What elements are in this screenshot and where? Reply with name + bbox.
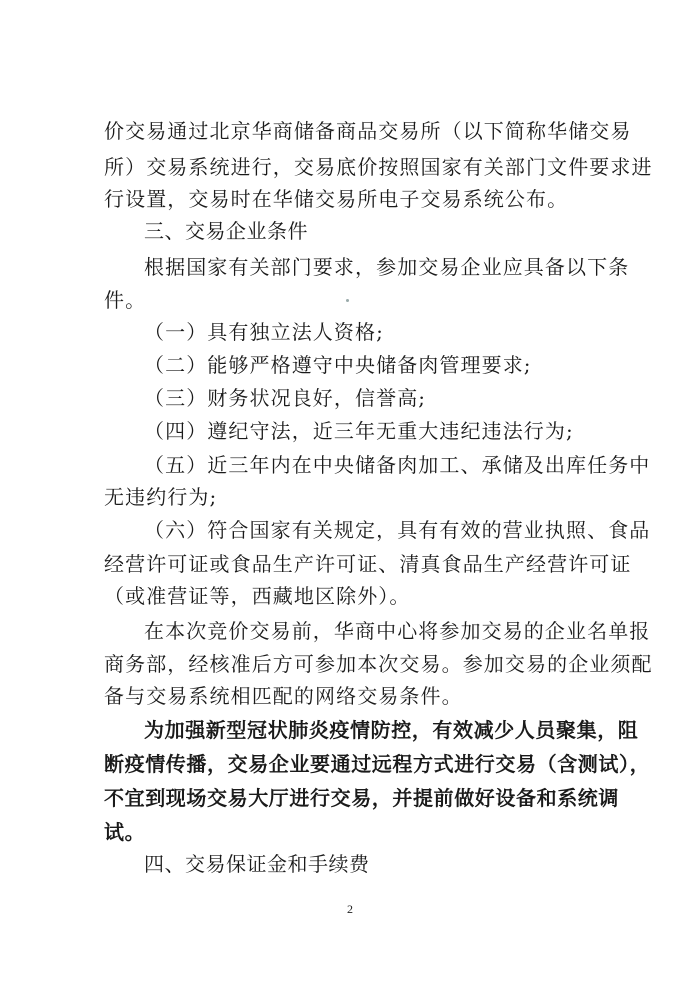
- paragraph-line: 根据国家有关部门要求，参加交易企业应具备以下条: [144, 255, 630, 279]
- paragraph-line: 备与交易系统相匹配的网络交易条件。: [104, 684, 463, 708]
- list-item: （三）财务状况良好，信誉高;: [144, 386, 427, 410]
- bold-paragraph-line: 试。: [104, 820, 146, 844]
- page-number: 2: [347, 902, 353, 916]
- section-heading: 三、交易企业条件: [144, 219, 308, 243]
- paragraph-line: 经营许可证或食品生产许可证、清真食品生产经营许可证: [104, 552, 632, 576]
- paragraph-line: （或准营证等，西藏地区除外）。: [104, 584, 411, 608]
- paragraph-line: 无违约行为;: [104, 485, 218, 509]
- list-item: （二）能够严格遵守中央储备肉管理要求;: [144, 353, 532, 377]
- section-heading: 四、交易保证金和手续费: [144, 852, 370, 876]
- paragraph-line: 商务部，经核准后方可参加本次交易。参加交易的企业须配: [104, 652, 653, 676]
- bold-paragraph-line: 为加强新型冠状肺炎疫情防控，有效减少人员聚集，阻: [144, 718, 639, 742]
- list-item: （六）符合国家有关规定，具有有效的营业执照、食品: [144, 518, 651, 542]
- scan-speck: [346, 299, 349, 302]
- paragraph-line: 所）交易系统进行，交易底价按照国家有关部门文件要求进: [104, 155, 653, 179]
- bold-paragraph-line: 不宜到现场交易大厅进行交易，并提前做好设备和系统调: [104, 786, 619, 810]
- paragraph-line: 在本次竞价交易前，华商中心将参加交易的企业名单报: [144, 619, 651, 643]
- paragraph-line: 价交易通过北京华商储备商品交易所（以下简称华储交易: [104, 119, 632, 143]
- list-item: （五）近三年内在中央储备肉加工、承储及出库任务中: [144, 453, 651, 477]
- list-item: （四）遵纪守法，近三年无重大违纪违法行为;: [144, 419, 574, 443]
- paragraph-line: 件。: [104, 288, 147, 312]
- paragraph-line: 行设置，交易时在华储交易所电子交易系统公布。: [104, 187, 569, 211]
- bold-paragraph-line: 断疫情传播，交易企业要通过远程方式进行交易（含测试），: [104, 752, 651, 776]
- list-item: （一）具有独立法人资格;: [144, 320, 384, 344]
